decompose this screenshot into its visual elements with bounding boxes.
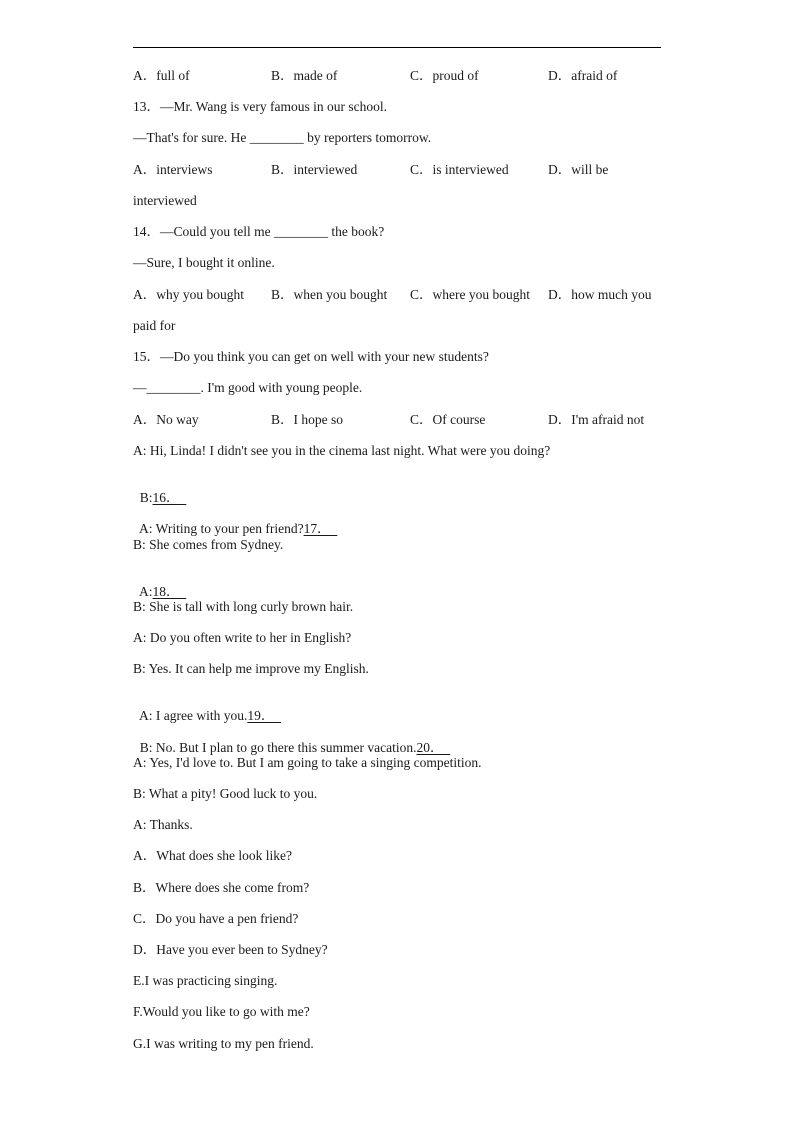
choice-a: A．What does she look like? — [133, 848, 292, 863]
choice-d: D．Have you ever been to Sydney? — [133, 942, 328, 957]
blank-17: 17． — [303, 521, 331, 536]
dialogue-line-11: A: Yes, I'd love to. But I am going to take a singing competition. — [133, 755, 482, 770]
blank-19: 19． — [247, 708, 275, 723]
dialogue-speaker: B: — [139, 490, 153, 505]
blank-20: 20． — [416, 740, 444, 755]
dialogue-line-13: A: Thanks. — [133, 817, 193, 832]
q13-option-c: C．is interviewed — [410, 162, 509, 177]
q14-option-c: C．where you bought — [410, 287, 530, 302]
q13-answer-line: —That's for sure. He ________ by reporters tomorrow. — [133, 130, 432, 145]
q14-question: 14．—Could you tell me ________ the book? — [133, 224, 385, 239]
dialogue-speaker: A: — [139, 584, 153, 599]
q15-option-a: A．No way — [133, 412, 199, 427]
dialogue-line-3 — [133, 505, 337, 537]
dialogue-line-9 — [133, 692, 281, 724]
dialogue-line-1: A: Hi, Linda! I didn't see you in the cinema last night. What were you doing? — [133, 443, 551, 458]
dialogue-line-6: B: She is tall with long curly brown hair. — [133, 599, 354, 614]
q13-option-d-wrap: interviewed — [133, 193, 197, 208]
dialogue-text: A: I agree with you. — [139, 708, 248, 723]
dialogue-line-5 — [133, 568, 186, 600]
q15-answer-line: —________. I'm good with young people. — [133, 380, 363, 395]
q12-option-c: C．proud of — [410, 68, 479, 83]
q14-answer-line: —Sure, I bought it online. — [133, 255, 275, 270]
dialogue-line-12: B: What a pity! Good luck to you. — [133, 786, 318, 801]
choice-f: F.Would you like to go with me? — [133, 1004, 310, 1019]
dialogue-line-2 — [133, 474, 186, 506]
choice-b: B．Where does she come from? — [133, 880, 310, 895]
blank-16: 16． — [152, 490, 180, 505]
blank-18: 18． — [152, 584, 180, 599]
dialogue-text: A: Writing to your pen friend? — [139, 521, 304, 536]
dialogue-line-4: B: She comes from Sydney. — [133, 537, 284, 552]
q13-option-a: A．interviews — [133, 162, 213, 177]
dialogue-text: B: No. But I plan to go there this summer vacation. — [139, 740, 417, 755]
q15-option-b: B．I hope so — [271, 412, 343, 427]
q15-option-d: D．I'm afraid not — [548, 412, 645, 427]
q13-option-b: B．interviewed — [271, 162, 358, 177]
q15-question: 15．—Do you think you can get on well with your new students? — [133, 349, 489, 364]
q14-option-d: D．how much you — [548, 287, 652, 302]
choice-e: E.I was practicing singing. — [133, 973, 278, 988]
header-rule — [133, 47, 661, 48]
q15-option-c: C．Of course — [410, 412, 486, 427]
dialogue-line-10 — [133, 724, 450, 756]
q12-option-b: B．made of — [271, 68, 338, 83]
choice-g: G.I was writing to my pen friend. — [133, 1036, 314, 1051]
q14-option-d-wrap: paid for — [133, 318, 176, 333]
q13-question: 13．—Mr. Wang is very famous in our school. — [133, 99, 388, 114]
choice-c: C．Do you have a pen friend? — [133, 911, 299, 926]
dialogue-line-8: B: Yes. It can help me improve my English. — [133, 661, 369, 676]
q12-option-d: D．afraid of — [548, 68, 618, 83]
q12-option-a: A．full of — [133, 68, 190, 83]
q13-option-d: D．will be — [548, 162, 609, 177]
dialogue-line-7: A: Do you often write to her in English? — [133, 630, 352, 645]
q14-option-a: A．why you bought — [133, 287, 244, 302]
q14-option-b: B．when you bought — [271, 287, 388, 302]
